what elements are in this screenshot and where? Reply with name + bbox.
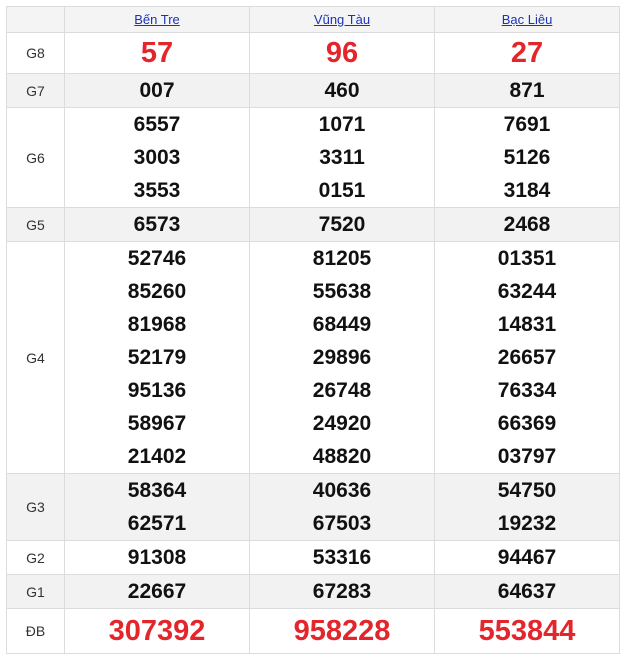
result-number: 1071 [318, 113, 366, 136]
prize-row [7, 74, 620, 108]
result-number: 26748 [312, 379, 372, 402]
result-cell [250, 541, 435, 575]
result-number: 67283 [312, 580, 372, 603]
result-number: 01351 [497, 247, 557, 270]
result-number: 7520 [318, 213, 366, 236]
result-number: 67503 [312, 512, 372, 535]
result-cell [250, 609, 435, 654]
header-row [7, 7, 620, 33]
result-number: 91308 [127, 546, 187, 569]
result-number: 3184 [503, 179, 551, 202]
result-cell [435, 541, 620, 575]
result-number: 58364 [127, 479, 187, 502]
prize-label: G1 [7, 575, 65, 609]
result-number: 307392 [108, 615, 206, 647]
result-number: 19232 [497, 512, 557, 535]
prize-row [7, 541, 620, 575]
result-number: 66369 [497, 412, 557, 435]
result-number: 27 [510, 37, 544, 69]
result-number: 007 [139, 79, 175, 102]
province-link-bac-lieu[interactable]: Bạc Liêu [501, 12, 553, 27]
result-number: 3553 [133, 179, 181, 202]
result-cell [250, 208, 435, 242]
result-number: 958228 [293, 615, 391, 647]
result-cell [65, 609, 250, 654]
prize-row [7, 575, 620, 609]
header-empty-cell [7, 7, 65, 33]
result-cell [435, 609, 620, 654]
result-number: 6557 [133, 113, 181, 136]
result-number: 76334 [497, 379, 557, 402]
result-cell [65, 242, 250, 474]
result-number: 03797 [497, 445, 557, 468]
result-cell [65, 208, 250, 242]
result-number: 3311 [319, 146, 365, 169]
result-number: 2468 [503, 213, 551, 236]
result-number: 63244 [497, 280, 557, 303]
result-number: 95136 [127, 379, 187, 402]
result-number: 53316 [312, 546, 372, 569]
result-number: 460 [324, 79, 360, 102]
prize-row [7, 208, 620, 242]
result-number: 48820 [312, 445, 372, 468]
prize-row [7, 108, 620, 208]
result-number: 871 [509, 79, 545, 102]
province-header [435, 7, 620, 33]
prize-label: G3 [7, 474, 65, 541]
result-number: 62571 [127, 512, 187, 535]
prize-label: ĐB [7, 609, 65, 654]
result-number: 21402 [127, 445, 187, 468]
prize-label: G8 [7, 33, 65, 74]
result-number: 6573 [133, 213, 181, 236]
result-cell [65, 575, 250, 609]
prize-row [7, 33, 620, 74]
result-number: 24920 [312, 412, 372, 435]
prize-label: G6 [7, 108, 65, 208]
result-number: 57 [140, 37, 174, 69]
province-link-vung-tau[interactable]: Vũng Tàu [313, 12, 371, 27]
result-cell [435, 242, 620, 474]
prize-row [7, 474, 620, 541]
result-number: 22667 [127, 580, 187, 603]
province-header [250, 7, 435, 33]
result-cell [250, 33, 435, 74]
result-cell [435, 575, 620, 609]
result-cell [65, 74, 250, 108]
lottery-results-table [6, 6, 620, 654]
result-cell [435, 208, 620, 242]
result-cell [250, 74, 435, 108]
result-cell [435, 108, 620, 208]
result-number: 85260 [127, 280, 187, 303]
result-cell [250, 242, 435, 474]
result-cell [65, 541, 250, 575]
prize-label: G2 [7, 541, 65, 575]
prize-label: G5 [7, 208, 65, 242]
result-number: 81205 [312, 247, 372, 270]
prize-label: G7 [7, 74, 65, 108]
result-cell [65, 108, 250, 208]
prize-label: G4 [7, 242, 65, 474]
result-number: 0151 [318, 179, 366, 202]
result-number: 3003 [133, 146, 181, 169]
province-header [65, 7, 250, 33]
result-number: 52746 [127, 247, 187, 270]
result-number: 64637 [497, 580, 557, 603]
result-number: 553844 [478, 615, 576, 647]
result-cell [250, 474, 435, 541]
result-number: 55638 [312, 280, 372, 303]
result-cell [435, 474, 620, 541]
result-number: 29896 [312, 346, 372, 369]
result-number: 14831 [497, 313, 557, 336]
prize-row [7, 242, 620, 474]
results-body [7, 33, 620, 654]
result-number: 58967 [127, 412, 187, 435]
result-number: 94467 [497, 546, 557, 569]
result-cell [65, 33, 250, 74]
result-cell [250, 575, 435, 609]
result-number: 81968 [127, 313, 187, 336]
result-number: 5126 [503, 146, 551, 169]
result-number: 52179 [127, 346, 187, 369]
result-cell [65, 474, 250, 541]
result-number: 68449 [312, 313, 372, 336]
result-cell [435, 33, 620, 74]
result-number: 7691 [503, 113, 551, 136]
prize-row [7, 609, 620, 654]
result-number: 26657 [497, 346, 557, 369]
province-link-ben-tre[interactable]: Bến Tre [134, 12, 180, 27]
result-number: 96 [325, 37, 359, 69]
result-cell [250, 108, 435, 208]
result-cell [435, 74, 620, 108]
result-number: 54750 [497, 479, 557, 502]
result-number: 40636 [312, 479, 372, 502]
